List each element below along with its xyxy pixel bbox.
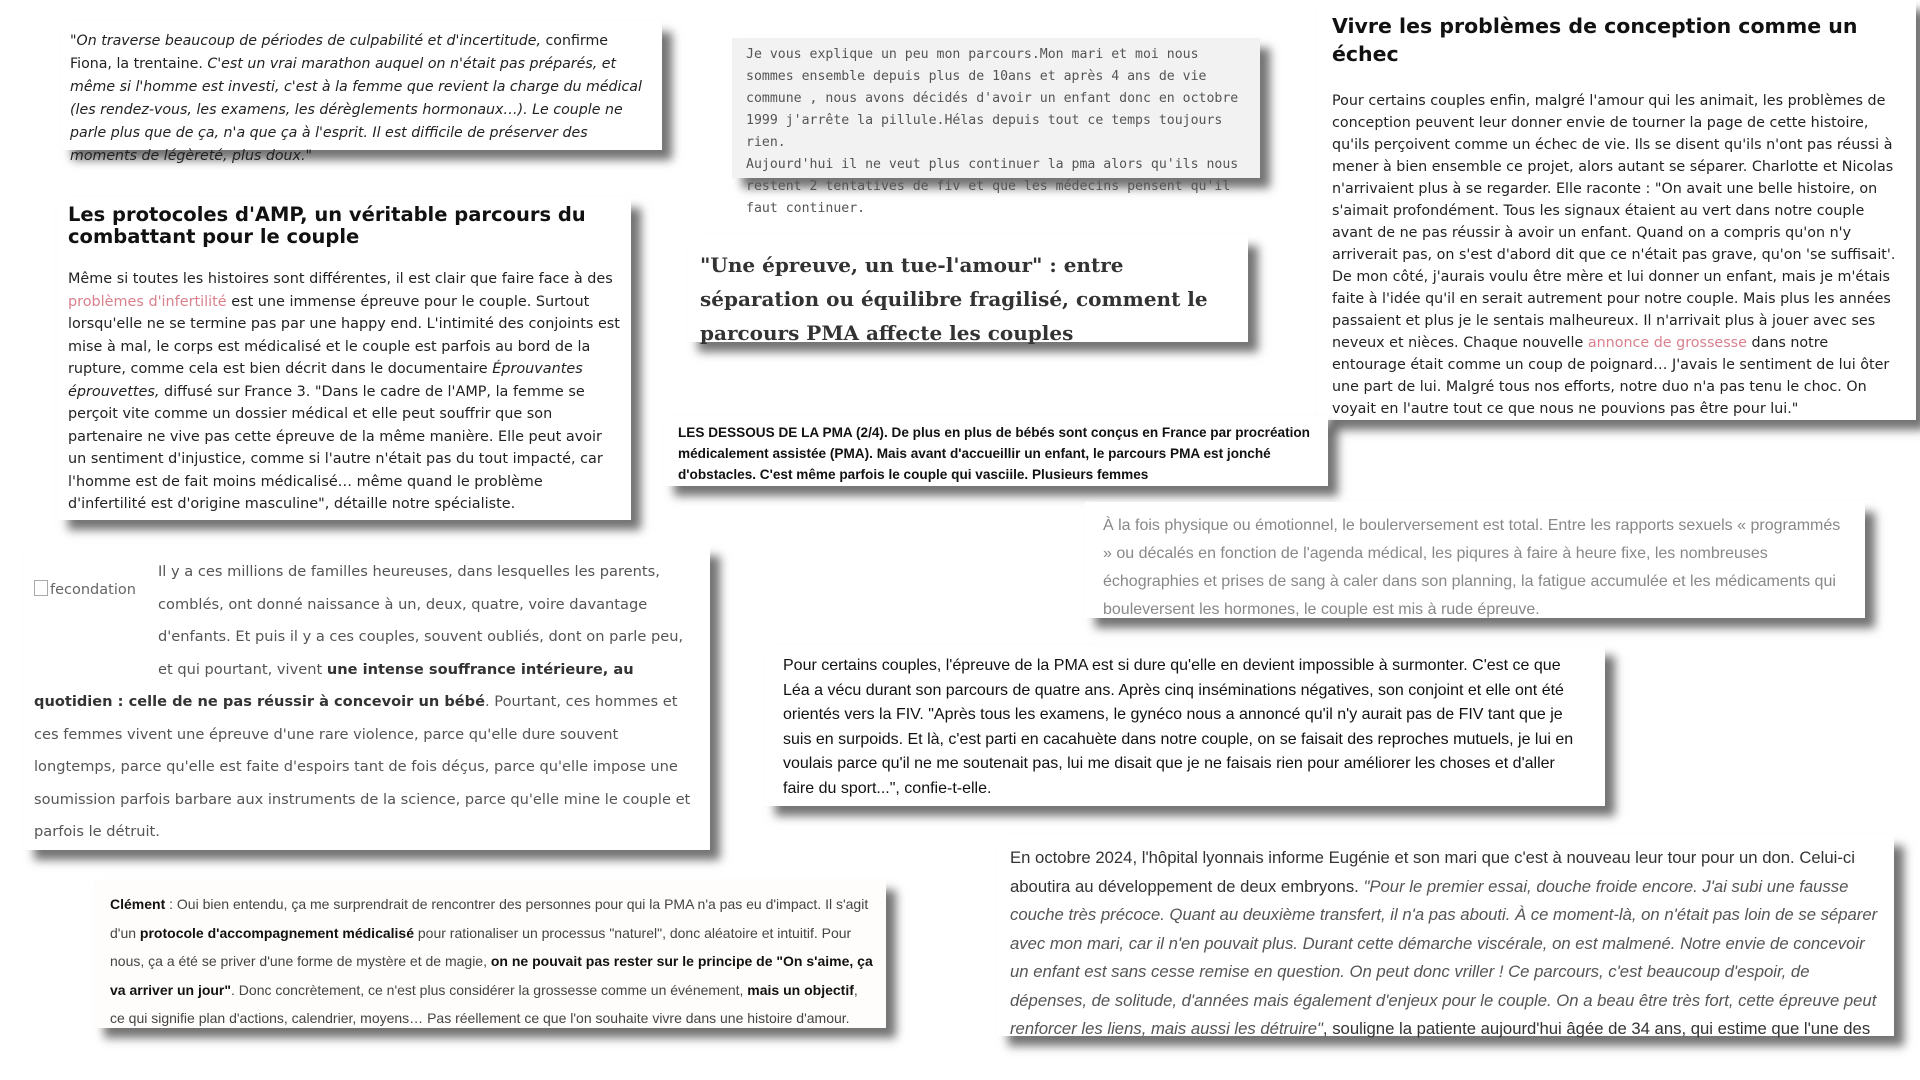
protocoles-body: Même si toutes les histoires sont différentes, il est clair que faire face à des problèmes d'infertilité est une immense épreuve pour le couple. Surtout lorsqu'elle ne se termine pas par une happy end. L'intimité des conjoints est mise à mal, le corps est médicalisé et le couple est parfois au bord de la rupture, comme cela est bien décrit dans le documentaire Éprouvantes éprouvettes, diffusé sur France 3. "Dans le cadre de l'AMP, la femme se perçoit vite comme un dossier médical et elle peut souffrir que son partenaire ne vive pas cette épreuve de la même manière. Elle peut avoir un sentiment d'injustice, comme si l'autre n'était pas du tout impacté, car l'homme est de fait moins médicalisé… même quand le problème d'infertilité est d'origine masculine", détaille notre spécialiste. xyxy=(68,271,620,512)
fiona-quote-text: "On traverse beaucoup de périodes de culpabilité et d'incertitude, confirme Fiona, la trentaine. C'est un vrai marathon auquel on n'était pas préparés, et même si l'homme est investi, c'est à la femme que revient la charge du médical (les rendez-vous, les examens, les dérèglements hormonaux…). Le couple ne parle plus que de ça, n'a que ça à l'esprit. Il est difficile de préserver des moments de légèreté, plus doux." xyxy=(70,33,642,164)
bouleversement-text: À la fois physique ou émotionnel, le boulerversement est total. Entre les rapports sexuels « programmés » ou décalés en fonction de l'agenda médical, les piqures à faire à heure fixe, les nombreuses échographies et prises de sang à caler dans son planning, la fatigue accumulée et les médicaments qui bouleversent les hormones, le couple est mis à rude épreuve. xyxy=(1103,517,1841,618)
headline-text: "Une épreuve, un tue-l'amour" : entre séparation ou équilibre fragilisé, comment le parcours PMA affecte les couples xyxy=(700,253,1208,345)
fecondation-broken-image: fecondation xyxy=(34,556,158,666)
echec-body: Pour certains couples enfin, malgré l'amour qui les animait, les problèmes de conception peuvent leur donner envie de tourner la page de cette histoire, qu'ils perçoivent comme un échec de vie. Ils se disent qu'ils n'ont pas réussi à mener à bien ensemble ce projet, alors autant se séparer. Charlotte et Nicolas n'arrivaient plus à se regarder. Elle raconte : "On avait une belle histoire, on s'aimait profondément. Tous les signaux étaient au vert dans notre couple avant de ne pas réussir à avoir un enfant. Quand on a compris qu'on n'y arriverait pas, on s'est d'abord dit que ce n'était pas grave, qu'on 'se suffisait'. De mon côté, j'aurais voulu être mère et lui donner un enfant, mais je m'étais faite à l'idée qu'il en serait autrement pour notre couple. Mais plus les années passaient et plus je le sentais malheureux. Il n'arrivait plus à jouer avec ses neveux et nièces. Chaque nouvelle annonce de grossesse dans notre entourage était comme un coup de poignard… J'avais le sentiment de lui ôter une part de lui. Malgré tous nos efforts, notre duo n'a pas tenu le choc. On voyait en l'autre tout ce que nous ne pouvions pas être pour lui." xyxy=(1332,93,1896,417)
forum-post-para-1: Je vous explique un peu mon parcours.Mon mari et moi nous sommes ensemble depuis plus de 10ans et après 4 ans de vie commune , nous avons décidés d'avoir un enfant donc en octobre 1999 j'arrête la pillule.Hélas depuis tout ce temps toujours rien. xyxy=(746,47,1239,150)
fecondation-article-card xyxy=(24,546,710,850)
lea-card xyxy=(765,646,1605,806)
eugenie-card xyxy=(998,836,1894,1036)
fecondation-body: Il y a ces millions de familles heureuses, dans lesquelles les parents, comblés, ont donné naissance à un, deux, quatre, voire davantage d'enfants. Et puis il y a ces couples, souvent oubliés, dont on parle peu, et qui pourtant, vivent une intense souffrance intérieure, au quotidien : celle de ne pas réussir à concevoir un bébé. Pourtant, ces hommes et ces femmes vivent une épreuve d'une rare violence, parce qu'elle dure souvent longtemps, parce qu'elle est faite d'espoirs tant de fois déçus, parce qu'elle impose une soumission parfois barbare aux instruments de la science, parce qu'elle mine le couple et parfois le détruit. xyxy=(34,563,691,840)
fiona-quote-card xyxy=(62,22,662,164)
annonce-grossesse-link[interactable]: annonce de grossesse xyxy=(1587,335,1747,351)
clement-text: Clément : Oui bien entendu, ça me surprendrait de rencontrer des personnes pour qui la PMA n'a pas eu d'impact. Il s'agit d'un protocole d'accompagnement médicalisé pour rationaliser un processus "naturel", donc aléatoire et intuitif. Pour nous, ça a été se priver d'une forme de mystère et de magie, on ne pouvait pas rester sur le principe de "On s'aime, ça va arriver un jour". Donc concrètement, ce n'est plus considérer la grossesse comme un événement, mais un objectif, ce qui signifie plan d'actions, calendrier, moyens… Pas réellement ce que l'on souhaite vivre dans une histoire d'amour. xyxy=(110,896,873,1026)
lea-text: Pour certains couples, l'épreuve de la PMA est si dure qu'elle en devient impossible à surmonter. C'est ce que Léa a vécu durant son parcours de quatre ans. Après cinq inséminations négatives, son conjoint et elle ont été orientés vers la FIV. "Après tous les examens, le gynéco nous a annoncé qu'il n'y aurait pas de FIV tant que je suis en surpoids. Et là, c'est parti en cacahuète dans notre couple, on se faisait des reproches mutuels, je lui en voulais parce qu'il ne me soutenait pas, lui me disait que je ne faisais rien pour améliorer les choses et d'aller faire du sport...", confie-t-elle. xyxy=(783,657,1574,797)
broken-image-icon xyxy=(34,580,48,596)
protocoles-heading: Les protocoles d'AMP, un véritable parcours du combattant pour le couple xyxy=(68,203,586,248)
headline-card xyxy=(688,236,1248,345)
echec-article-card xyxy=(1318,0,1916,420)
infertilite-link[interactable]: problèmes d'infertilité xyxy=(68,293,227,310)
forum-post-card xyxy=(732,38,1260,216)
protocoles-article-card xyxy=(58,198,631,520)
clement-card xyxy=(94,880,886,1028)
eugenie-text: En octobre 2024, l'hôpital lyonnais informe Eugénie et son mari que c'est à nouveau leur tour pour un don. Celui-ci aboutira au développement de deux embryons. "Pour le premier essai, douche froide encore. J'ai subi une fausse couche très précoce. Quant au deuxième transfert, il n'a pas abouti. À ce moment-là, on n'était pas loin de se séparer avec mon mari, car il n'en pouvait plus. Durant cette démarche viscérale, on est malmené. Notre envie de concevoir un enfant est sans cesse remise en question. On peut donc vriller ! Ce parcours, c'est beaucoup d'espoir, de dépenses, de solitude, d'années mais également d'enjeux pour le couple. On a beau être très fort, cette épreuve peut renforcer les liens, mais aussi les détruire", souligne la patiente aujourd'hui âgée de 34 ans, qui estime que l'une des xyxy=(1010,848,1878,1038)
bouleversement-card xyxy=(1085,502,1865,618)
dessous-pma-text: LES DESSOUS DE LA PMA (2/4). De plus en plus de bébés sont conçus en France par procréation médicalement assistée (PMA). Mais avant d'accueillir un enfant, le parcours PMA est jonché d'obstacles. C'est même parfois le couple qui vasciile. Plusieurs femmes xyxy=(678,425,1310,482)
forum-post-para-2: Aujourd'hui il ne veut plus continuer la pma alors qu'ils nous restent 2 tentatives de fiv et que les médecins pensent qu'il faut continuer. xyxy=(746,157,1239,216)
echec-heading: Vivre les problèmes de conception comme un échec xyxy=(1332,14,1858,66)
dessous-pma-card xyxy=(664,416,1328,486)
